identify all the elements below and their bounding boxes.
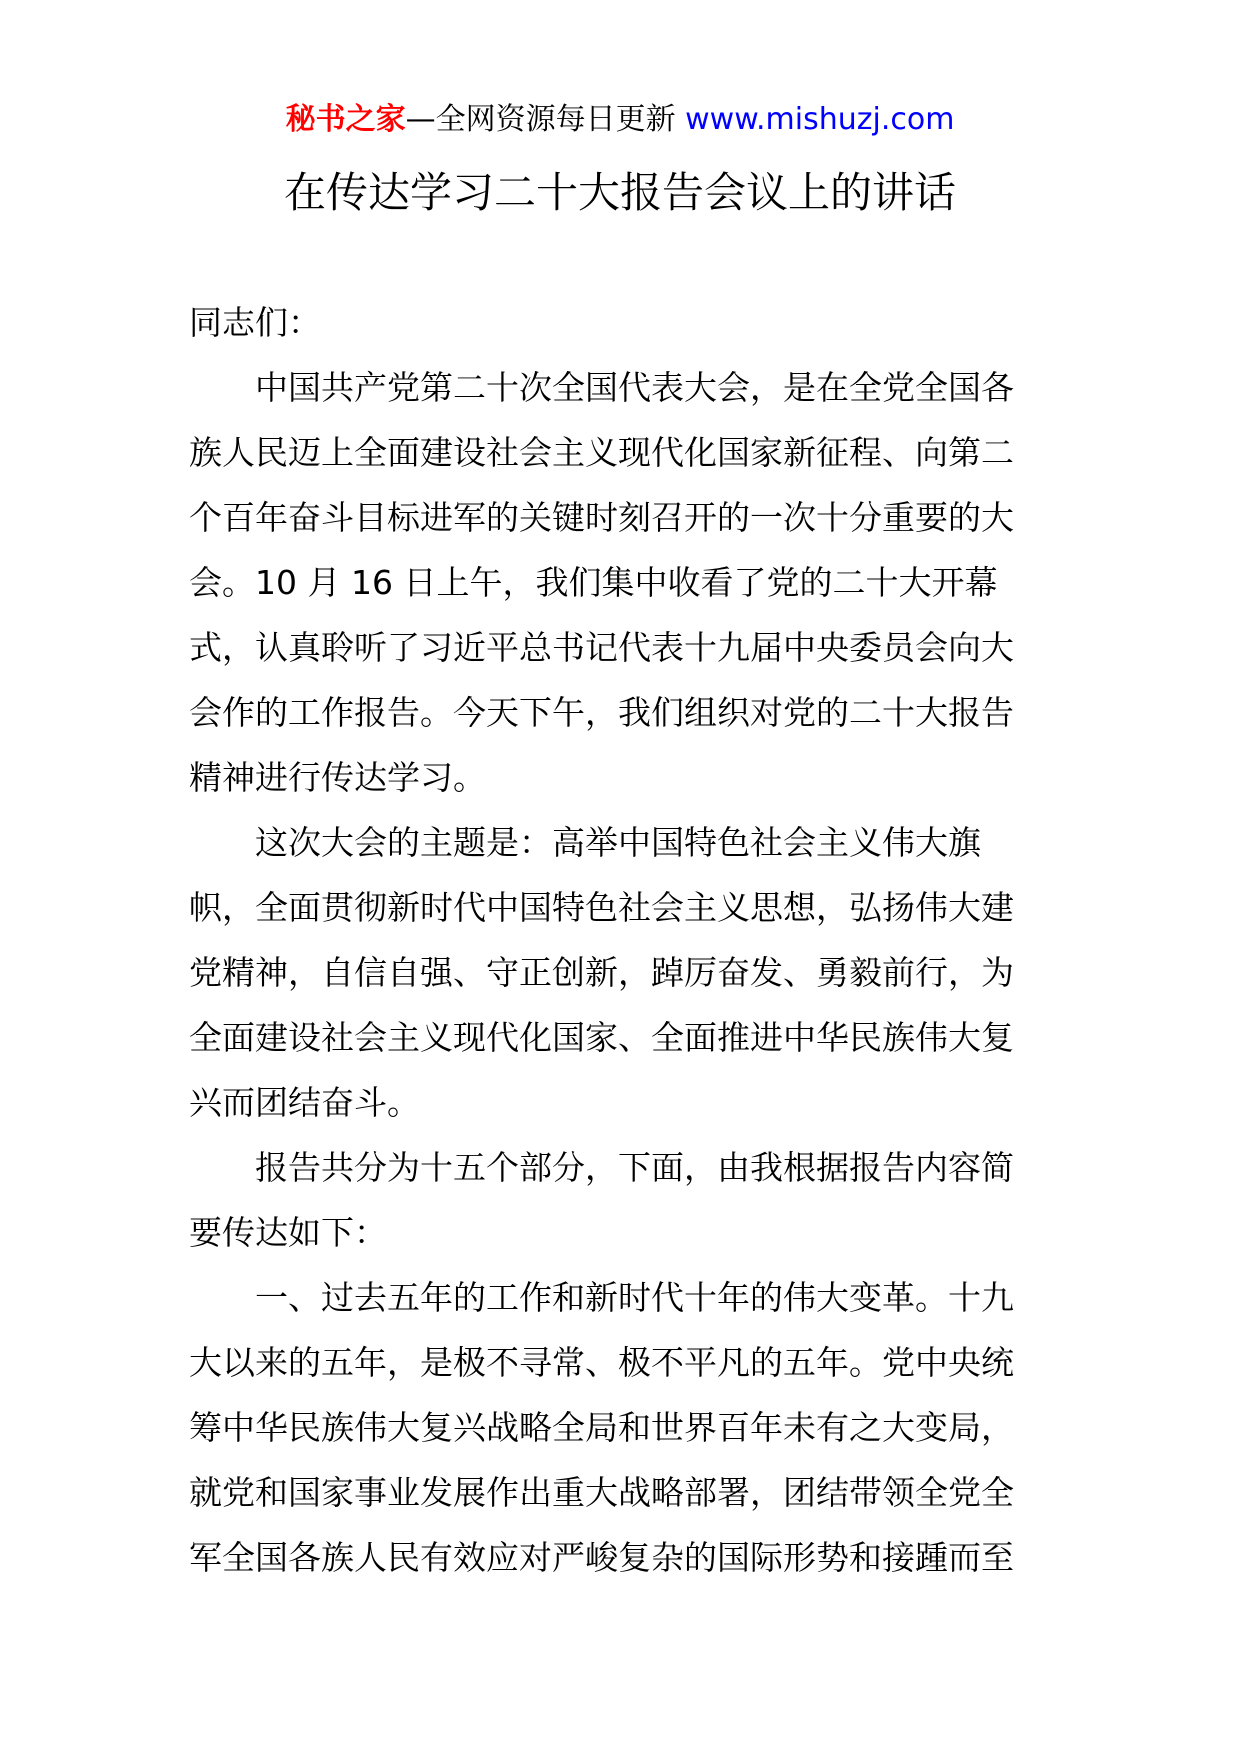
body-line: 全面建设社会主义现代化国家、全面推进中华民族伟大复 — [189, 1018, 1014, 1057]
body-line: 个百年奋斗目标进军的关键时刻召开的一次十分重要的大 — [189, 498, 1014, 537]
body-line: 兴而团结奋斗。 — [189, 1083, 420, 1122]
body-line: 式，认真聆听了习近平总书记代表十九届中央委员会向大 — [189, 628, 1014, 667]
body-line: 精神进行传达学习。 — [189, 758, 486, 797]
body-line: 一、过去五年的工作和新时代十年的伟大变革。十九 — [255, 1278, 1014, 1317]
brand-name: 秘书之家 — [285, 102, 406, 137]
body-line: 报告共分为十五个部分，下面，由我根据报告内容简 — [255, 1148, 1014, 1187]
body-line: 筹中华民族伟大复兴战略全局和世界百年未有之大变局， — [189, 1408, 1014, 1447]
body-line: 大以来的五年，是极不寻常、极不平凡的五年。党中央统 — [189, 1343, 1014, 1382]
body-line: 党精神，自信自强、守正创新，踔厉奋发、勇毅前行，为 — [189, 953, 1014, 992]
site-url-link[interactable]: www.mishuzj.com — [685, 102, 955, 137]
document-body — [189, 290, 1059, 1590]
document-title: 在传达学习二十大报告会议上的讲话 — [283, 168, 956, 217]
body-line: 就党和国家事业发展作出重大战略部署，团结带领全党全 — [189, 1473, 1014, 1512]
body-line: 中国共产党第二十次全国代表大会，是在全党全国各 — [255, 368, 1014, 407]
header-tagline: —全网资源每日更新 — [405, 102, 686, 137]
salutation: 同志们： — [189, 303, 321, 342]
body-line: 族人民迈上全面建设社会主义现代化国家新征程、向第二 — [189, 433, 1014, 472]
body-line: 会作的工作报告。今天下午，我们组织对党的二十大报告 — [189, 693, 1014, 732]
site-header — [0, 100, 1240, 140]
body-line: 要传达如下： — [189, 1213, 387, 1252]
body-line: 帜，全面贯彻新时代中国特色社会主义思想，弘扬伟大建 — [189, 888, 1014, 927]
body-line: 军全国各族人民有效应对严峻复杂的国际形势和接踵而至 — [189, 1538, 1014, 1577]
body-line: 这次大会的主题是：高举中国特色社会主义伟大旗 — [255, 823, 981, 862]
body-line: 会。10 月 16 日上午，我们集中收看了党的二十大开幕 — [189, 563, 998, 602]
